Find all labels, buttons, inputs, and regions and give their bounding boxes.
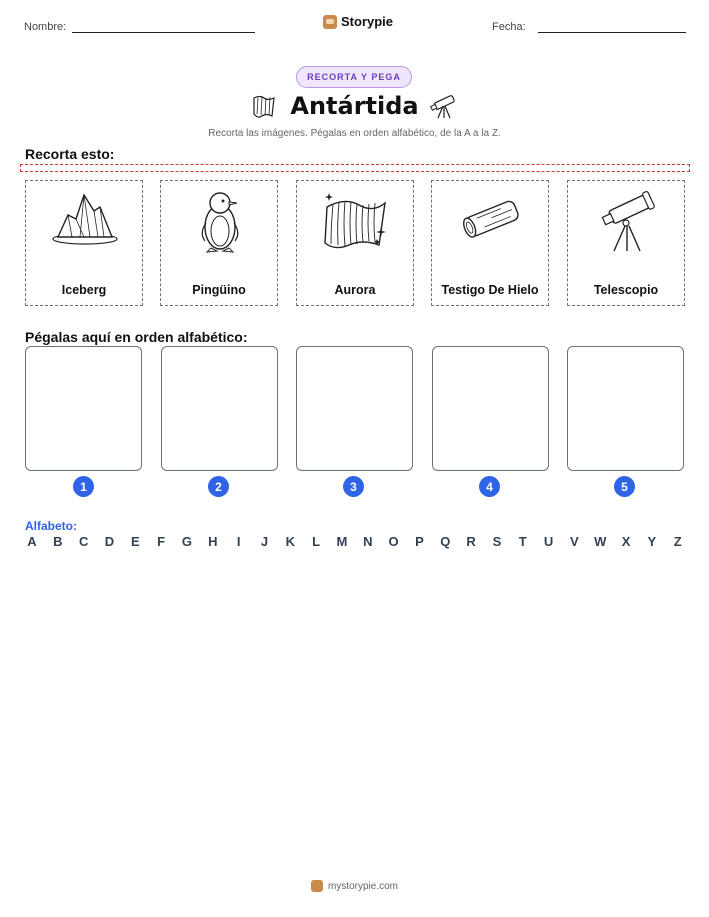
alphabet-letter: B bbox=[53, 534, 63, 549]
paste-slot-2[interactable] bbox=[161, 346, 278, 471]
name-label: Nombre: bbox=[24, 21, 67, 33]
alphabet-letter: D bbox=[104, 534, 115, 549]
brand-name: Storypie bbox=[341, 14, 394, 29]
cut-line bbox=[20, 164, 690, 172]
date-label: Fecha: bbox=[492, 21, 526, 33]
instructions: Recorta las imágenes. Pégalas en orden alfabético, de la A a la Z. bbox=[208, 128, 501, 139]
date-line[interactable] bbox=[538, 32, 686, 33]
card-label: Aurora bbox=[334, 283, 376, 297]
cut-heading: Recorta esto: bbox=[25, 146, 115, 162]
slot-number-1: 1 bbox=[73, 476, 94, 497]
card-ice-core[interactable] bbox=[431, 180, 549, 306]
alphabet-letter: L bbox=[312, 534, 321, 549]
penguin-icon bbox=[185, 189, 255, 255]
paste-heading: Pégalas aquí en orden alfabético: bbox=[25, 329, 248, 345]
alphabet-row bbox=[25, 534, 685, 549]
alphabet-title: Alfabeto: bbox=[25, 519, 77, 533]
alphabet-letter: F bbox=[157, 534, 166, 549]
storypie-logo-icon bbox=[323, 15, 337, 29]
alphabet-letter: O bbox=[388, 534, 399, 549]
activity-pill: RECORTA Y PEGA bbox=[296, 66, 412, 88]
alphabet-letter: G bbox=[181, 534, 193, 549]
alphabet-letter: S bbox=[492, 534, 502, 549]
card-label: Telescopio bbox=[593, 283, 659, 297]
alphabet-letter: T bbox=[518, 534, 527, 549]
slot-number-3: 3 bbox=[343, 476, 364, 497]
paste-slot-5[interactable] bbox=[567, 346, 684, 471]
alphabet-letter: R bbox=[466, 534, 476, 549]
alphabet-letter: I bbox=[236, 534, 241, 549]
alphabet-letter: X bbox=[621, 534, 631, 549]
name-line[interactable] bbox=[72, 32, 255, 33]
alphabet-letter: Q bbox=[440, 534, 451, 549]
card-iceberg[interactable] bbox=[25, 180, 143, 306]
telescope-icon bbox=[592, 189, 662, 255]
telescope-title-icon bbox=[428, 92, 460, 120]
card-label: Iceberg bbox=[61, 283, 107, 297]
storypie-logo-icon bbox=[311, 880, 323, 892]
paste-slot-3[interactable] bbox=[296, 346, 413, 471]
alphabet-letter: V bbox=[570, 534, 579, 549]
ice-core-icon bbox=[456, 189, 526, 251]
iceberg-icon bbox=[50, 189, 120, 251]
alphabet-letter: J bbox=[260, 534, 269, 549]
alphabet-letter: Y bbox=[647, 534, 657, 549]
alphabet-letter: M bbox=[336, 534, 348, 549]
alphabet-letter: U bbox=[543, 534, 554, 549]
alphabet-letter: P bbox=[415, 534, 424, 549]
card-label: Pingüino bbox=[192, 283, 246, 297]
alphabet-letter: A bbox=[27, 534, 37, 549]
alphabet-letter: N bbox=[363, 534, 373, 549]
alphabet-letter: H bbox=[208, 534, 218, 549]
slot-number-2: 2 bbox=[208, 476, 229, 497]
card-label: Testigo De Hielo bbox=[441, 283, 539, 297]
page-title: Antártida bbox=[290, 92, 419, 120]
paste-slot-4[interactable] bbox=[432, 346, 549, 471]
footer bbox=[0, 880, 709, 892]
alphabet-letter: W bbox=[594, 534, 607, 549]
alphabet-letter: C bbox=[78, 534, 89, 549]
slot-number-4: 4 bbox=[479, 476, 500, 497]
paste-slot-1[interactable] bbox=[25, 346, 142, 471]
card-penguin[interactable] bbox=[160, 180, 278, 306]
slot-number-5: 5 bbox=[614, 476, 635, 497]
aurora-icon bbox=[321, 189, 391, 255]
footer-url[interactable]: mystorypie.com bbox=[327, 880, 398, 892]
alphabet-letter: K bbox=[285, 534, 295, 549]
alphabet-letter: E bbox=[130, 534, 140, 549]
alphabet-letter: Z bbox=[673, 534, 682, 549]
brand bbox=[323, 14, 393, 29]
card-aurora[interactable] bbox=[296, 180, 414, 306]
card-telescope[interactable] bbox=[567, 180, 685, 306]
